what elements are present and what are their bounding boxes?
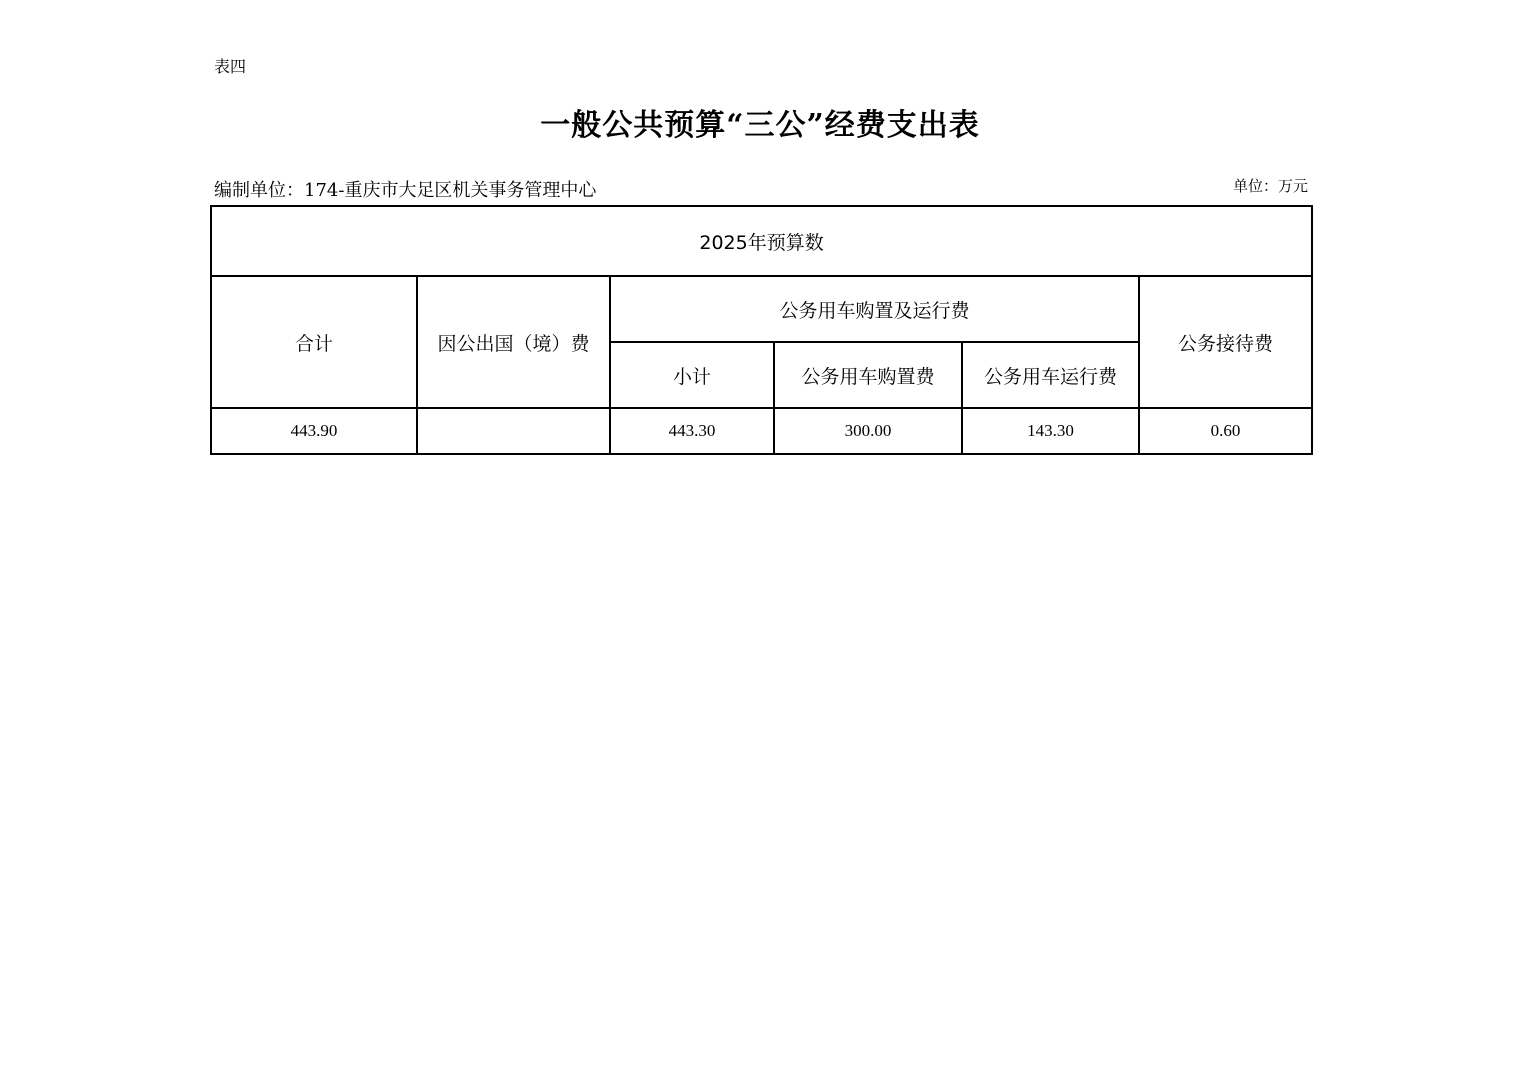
unit-label: 单位：万元 xyxy=(1232,177,1308,195)
column-header-row-1 xyxy=(211,276,1312,342)
cell-reception: 0.60 xyxy=(1139,408,1312,454)
year-header-cell: 2025年预算数 xyxy=(211,206,1312,276)
page-title: 一般公共预算“三公”经费支出表 xyxy=(540,108,980,143)
cell-total: 443.90 xyxy=(211,408,417,454)
header-total: 合计 xyxy=(211,276,417,408)
cell-abroad xyxy=(417,408,610,454)
header-abroad: 因公出国（境）费 xyxy=(417,276,610,408)
cell-vehicle-operation: 143.30 xyxy=(962,408,1139,454)
table-row xyxy=(211,408,1312,454)
budget-table xyxy=(210,205,1313,455)
header-vehicle-operation: 公务用车运行费 xyxy=(962,342,1139,408)
cell-vehicle-purchase: 300.00 xyxy=(774,408,962,454)
header-subtotal: 小计 xyxy=(610,342,774,408)
organization-label: 编制单位：174-重庆市大足区机关事务管理中心 xyxy=(214,180,597,201)
header-reception: 公务接待费 xyxy=(1139,276,1312,408)
cell-subtotal: 443.30 xyxy=(610,408,774,454)
header-vehicle-group: 公务用车购置及运行费 xyxy=(610,276,1139,342)
header-vehicle-purchase: 公务用车购置费 xyxy=(774,342,962,408)
year-header-row xyxy=(211,206,1312,276)
table-number: 表四 xyxy=(214,57,247,76)
